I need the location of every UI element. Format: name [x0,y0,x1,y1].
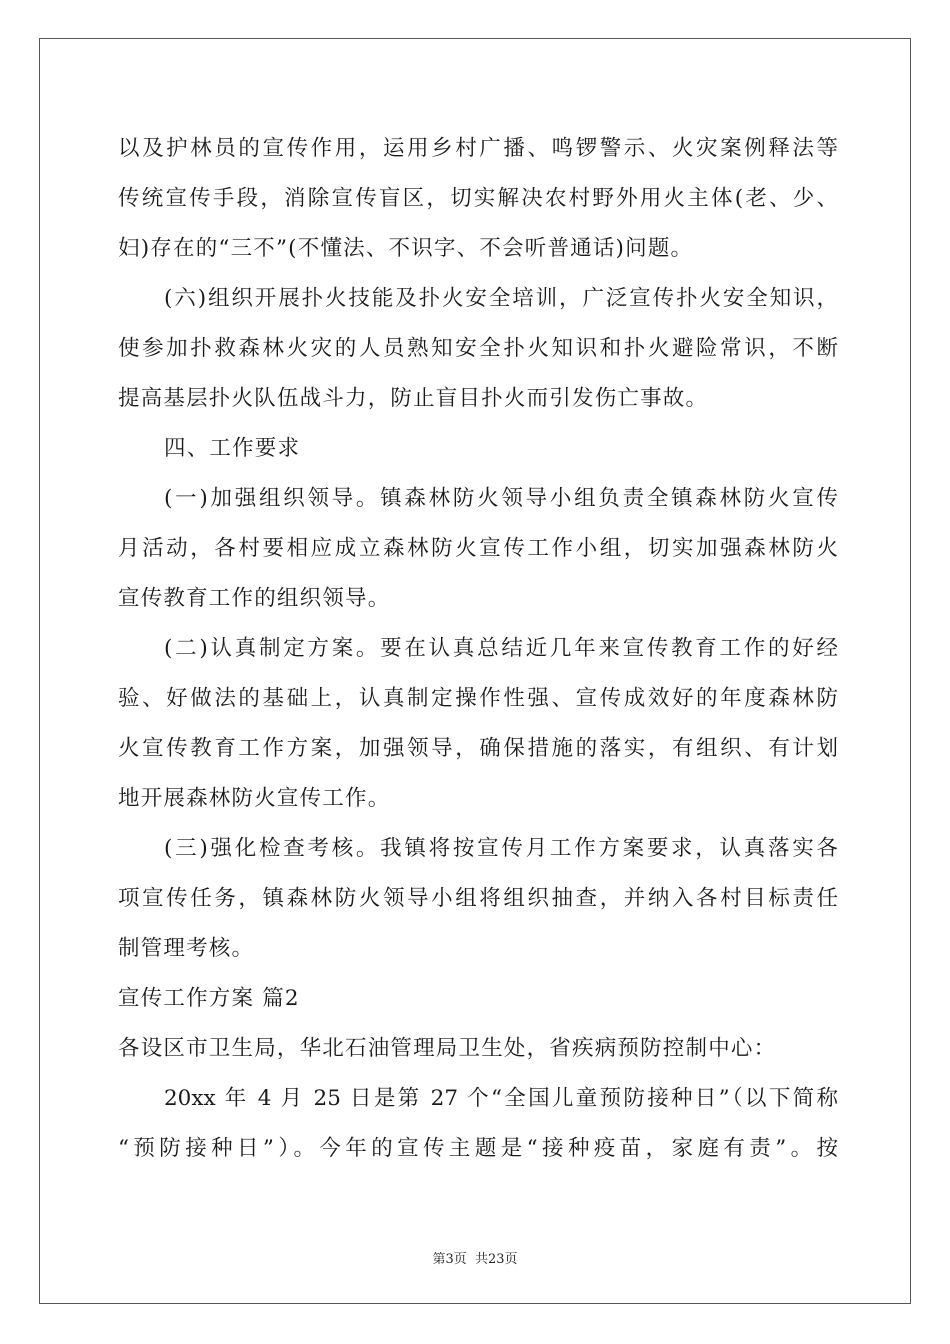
article-title: 宣传工作方案 篇2 [118,986,300,1011]
text-line: 制管理考核。 [118,936,255,961]
text-line: 妇)存在的“三不”(不懂法、不识字、不会听普通话)问题。 [118,236,694,261]
text-line: 以及护林员的宣传作用，运用乡村广播、鸣锣警示、火灾案例释法等 [118,136,838,161]
text-line: 火宣传教育工作方案，加强领导，确保措施的落实，有组织、有计划 [118,736,838,761]
text-line: 月活动，各村要相应成立森林防火宣传工作小组，切实加强森林防火 [118,536,838,561]
text-line: (六)组织开展扑火技能及扑火安全培训，广泛宣传扑火安全知识， [164,286,838,311]
text-line: (二)认真制定方案。要在认真总结近几年来宣传教育工作的好经 [164,636,838,661]
salutation: 各设区市卫生局，华北石油管理局卫生处，省疾病预防控制中心： [118,1036,777,1061]
page-total: 共23页 [474,1252,518,1267]
text-line: “预防接种日”）。今年的宣传主题是“接种疫苗，家庭有责”。按 [118,1136,838,1161]
text-line: 20xx 年 4 月 25 日是第 27 个“全国儿童预防接种日”（以下简称 [164,1086,838,1111]
text-line: 提高基层扑火队伍战斗力，防止盲目扑火而引发伤亡事故。 [118,386,709,411]
text-line: (一)加强组织领导。镇森林防火领导小组负责全镇森林防火宣传 [164,486,838,511]
page-footer [0,1248,950,1267]
text-line: (三)强化检查考核。我镇将按宣传月工作方案要求，认真落实各 [164,836,838,861]
text-line: 宣传教育工作的组织领导。 [118,586,391,611]
document-body [118,124,838,1174]
text-line: 项宣传任务，镇森林防火领导小组将组织抽查，并纳入各村目标责任 [118,886,838,911]
text-line: 地开展森林防火宣传工作。 [118,786,391,811]
section-heading: 四、工作要求 [164,436,301,461]
text-line: 使参加扑救森林火灾的人员熟知安全扑火知识和扑火避险常识，不断 [118,336,838,361]
text-line: 传统宣传手段，消除宣传盲区，切实解决农村野外用火主体(老、少、 [118,186,838,211]
text-line: 验、好做法的基础上，认真制定操作性强、宣传成效好的年度森林防 [118,686,838,711]
page-number: 第3页 [432,1252,467,1267]
